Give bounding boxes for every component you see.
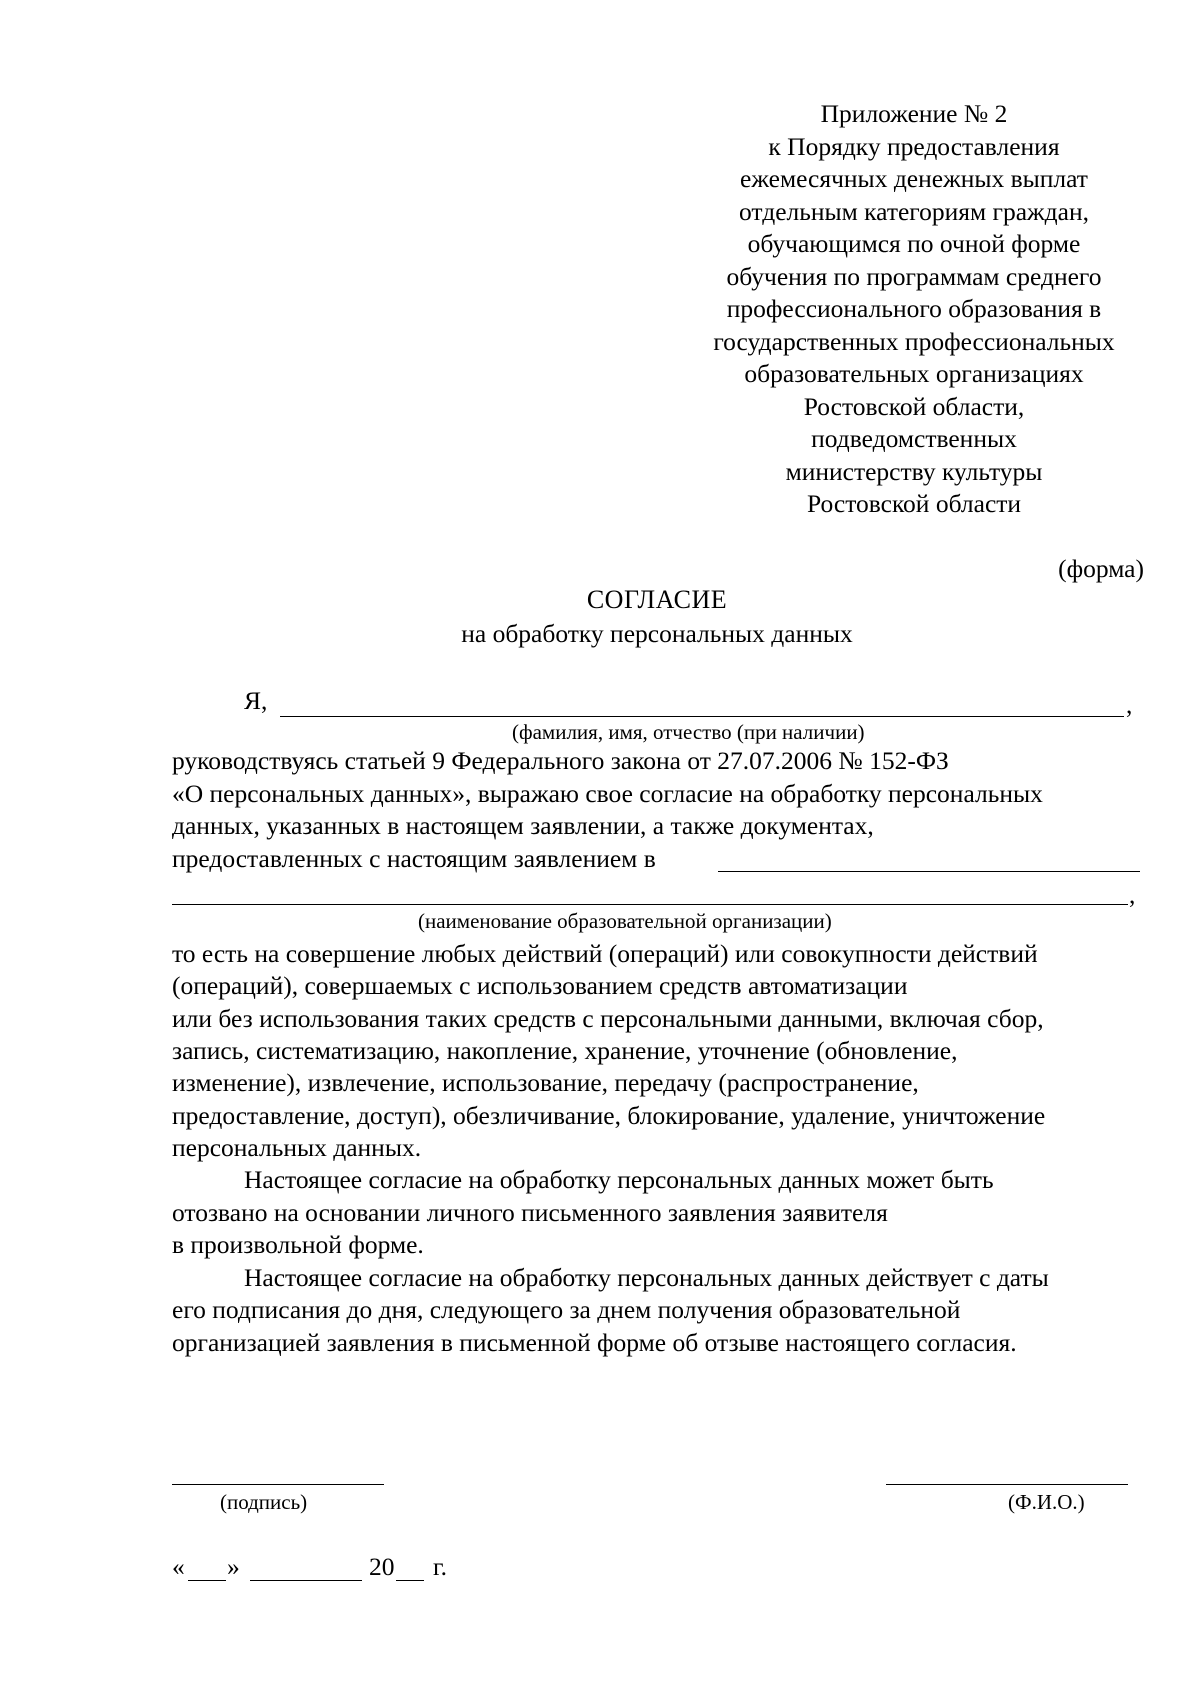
p3-line: отозвано на основании личного письменного заявления заявителя [172, 1198, 888, 1227]
date-year-line[interactable] [396, 1580, 424, 1581]
date-month-line[interactable] [250, 1580, 362, 1581]
date-year-suffix: г. [433, 1552, 447, 1581]
p2-line: персональных данных. [172, 1133, 422, 1162]
p1-line: руководствуясь статьей 9 Федерального закона от 27.07.2006 № 152-ФЗ [172, 746, 949, 775]
appendix-line: Ростовской области, [803, 391, 1025, 421]
fio-caption: (фамилия, имя, отчество (при наличии) [512, 720, 865, 744]
appendix-line: обучения по программам среднего [726, 261, 1102, 291]
appendix-line: Ростовской области [806, 489, 1022, 518]
fio-comma: , [1126, 690, 1133, 719]
appendix-line: отдельным категориям граждан, [739, 196, 1089, 226]
appendix-line: профессионального образования в [726, 294, 1102, 323]
p3-line: Настоящее согласие на обработку персональных данных может быть [244, 1165, 994, 1194]
appendix-line: обучающимся по очной форме [747, 229, 1081, 258]
form-label: (форма) [1058, 554, 1144, 583]
p1-line: «О персональных данных», выражаю свое согласие на обработку персональных [172, 779, 1043, 808]
appendix-line: образовательных организациях [744, 359, 1084, 388]
date-open-quote: « [172, 1552, 185, 1581]
appendix-line: к Порядку предоставления [768, 131, 1060, 161]
appendix-header [690, 98, 1138, 521]
document-subtitle: на обработку персональных данных [461, 619, 853, 648]
p2-line: запись, систематизацию, накопление, хранение, уточнение (обновление, [172, 1036, 958, 1065]
p3-line: в произвольной форме. [172, 1230, 424, 1259]
p2-line: (операций), совершаемых с использованием средств автоматизации [172, 971, 908, 1000]
fio-prefix: Я, [244, 686, 268, 715]
p4-line: Настоящее согласие на обработку персональных данных действует с даты [244, 1263, 1049, 1292]
name-line[interactable] [886, 1484, 1128, 1485]
p1-line: данных, указанных в настоящем заявлении, а также документах, [172, 811, 874, 840]
org-caption: (наименование образовательной организации) [418, 909, 832, 933]
p2-line: изменение), извлечение, использование, передачу (распространение, [172, 1068, 919, 1097]
date-day-line[interactable] [188, 1580, 226, 1581]
fio-input-line[interactable] [280, 716, 1124, 717]
p2-line: или без использования таких средств с персональными данными, включая сбор, [172, 1004, 1044, 1033]
organization-input-line[interactable] [718, 871, 1140, 872]
appendix-line: Приложение № 2 [820, 99, 1008, 128]
name-caption: (Ф.И.О.) [1008, 1490, 1085, 1514]
appendix-line: государственных профессиональных [713, 326, 1115, 356]
p2-line: предоставление, доступ), обезличивание, блокирование, удаление, уничтожение [172, 1101, 1046, 1130]
appendix-line: министерству культуры [785, 456, 1043, 486]
p4-line: организацией заявления в письменной форме об отзыве настоящего согласия. [172, 1328, 1017, 1357]
p4-line: его подписания до дня, следующего за днем получения образовательной [172, 1295, 961, 1324]
signature-line[interactable] [172, 1484, 384, 1485]
p2-line: то есть на совершение любых действий (операций) или совокупности действий [172, 939, 1038, 968]
appendix-line: ежемесячных денежных выплат [740, 164, 1088, 193]
date-close-quote: » [227, 1552, 240, 1581]
document-title: СОГЛАСИЕ [586, 585, 728, 614]
p1-line: предоставленных с настоящим заявлением в [172, 844, 656, 873]
signature-caption: (подпись) [220, 1490, 308, 1514]
org-comma: , [1129, 880, 1136, 909]
date-year-prefix: 20 [369, 1552, 395, 1581]
organization-input-line-2[interactable] [172, 904, 1128, 905]
appendix-line: подведомственных [811, 424, 1017, 453]
